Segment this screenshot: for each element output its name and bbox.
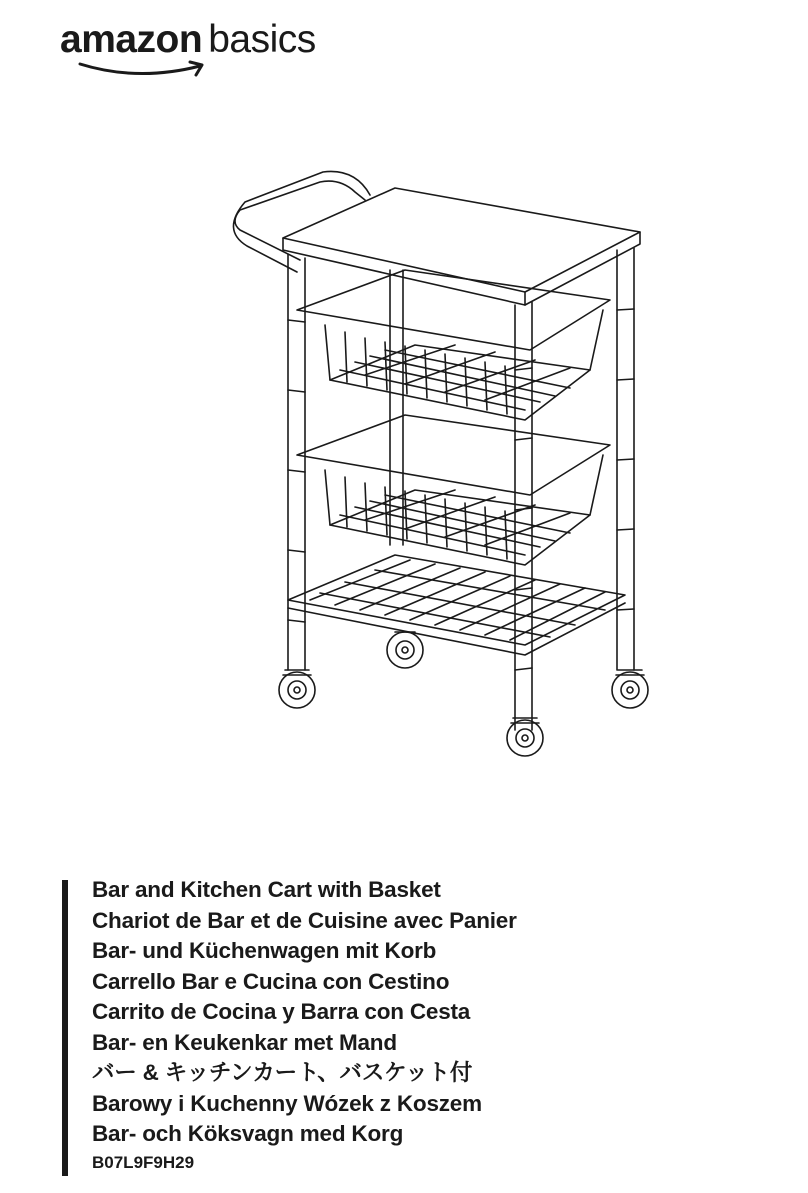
product-titles: [92, 875, 517, 1150]
brand-wordmark: [60, 18, 316, 62]
casters: [279, 632, 648, 756]
top-board: [283, 188, 640, 305]
title-sv: Bar- och Köksvagn med Korg: [92, 1121, 404, 1146]
title-ja: バー & キッチンカート、バスケット付: [92, 1060, 473, 1085]
title-fr: Chariot de Bar et de Cuisine avec Panier: [92, 907, 517, 933]
brand-logo: [60, 18, 350, 80]
title-pl: Barowy i Kuchenny Wózek z Koszem: [92, 1090, 482, 1116]
poles: [288, 248, 634, 730]
cart-illustration: [225, 170, 665, 770]
model-number: B07L9F9H29: [92, 1153, 195, 1172]
title-de: Bar- und Küchenwagen mit Korb: [92, 938, 437, 963]
brand-name-bold: amazon: [60, 18, 203, 61]
bottom-shelf: [288, 555, 625, 655]
title-accent-bar: [62, 880, 68, 1176]
title-nl: Bar- en Keukenkar met Mand: [92, 1029, 397, 1055]
brand-name-light: basics: [208, 18, 316, 61]
title-en: Bar and Kitchen Cart with Basket: [92, 877, 441, 902]
lower-basket: [297, 415, 610, 565]
title-es: Carrito de Cocina y Barra con Cesta: [92, 999, 471, 1024]
title-it: Carrello Bar e Cucina con Cestino: [92, 968, 450, 994]
upper-basket: [297, 270, 610, 420]
smile-arrow-icon: [78, 58, 218, 80]
